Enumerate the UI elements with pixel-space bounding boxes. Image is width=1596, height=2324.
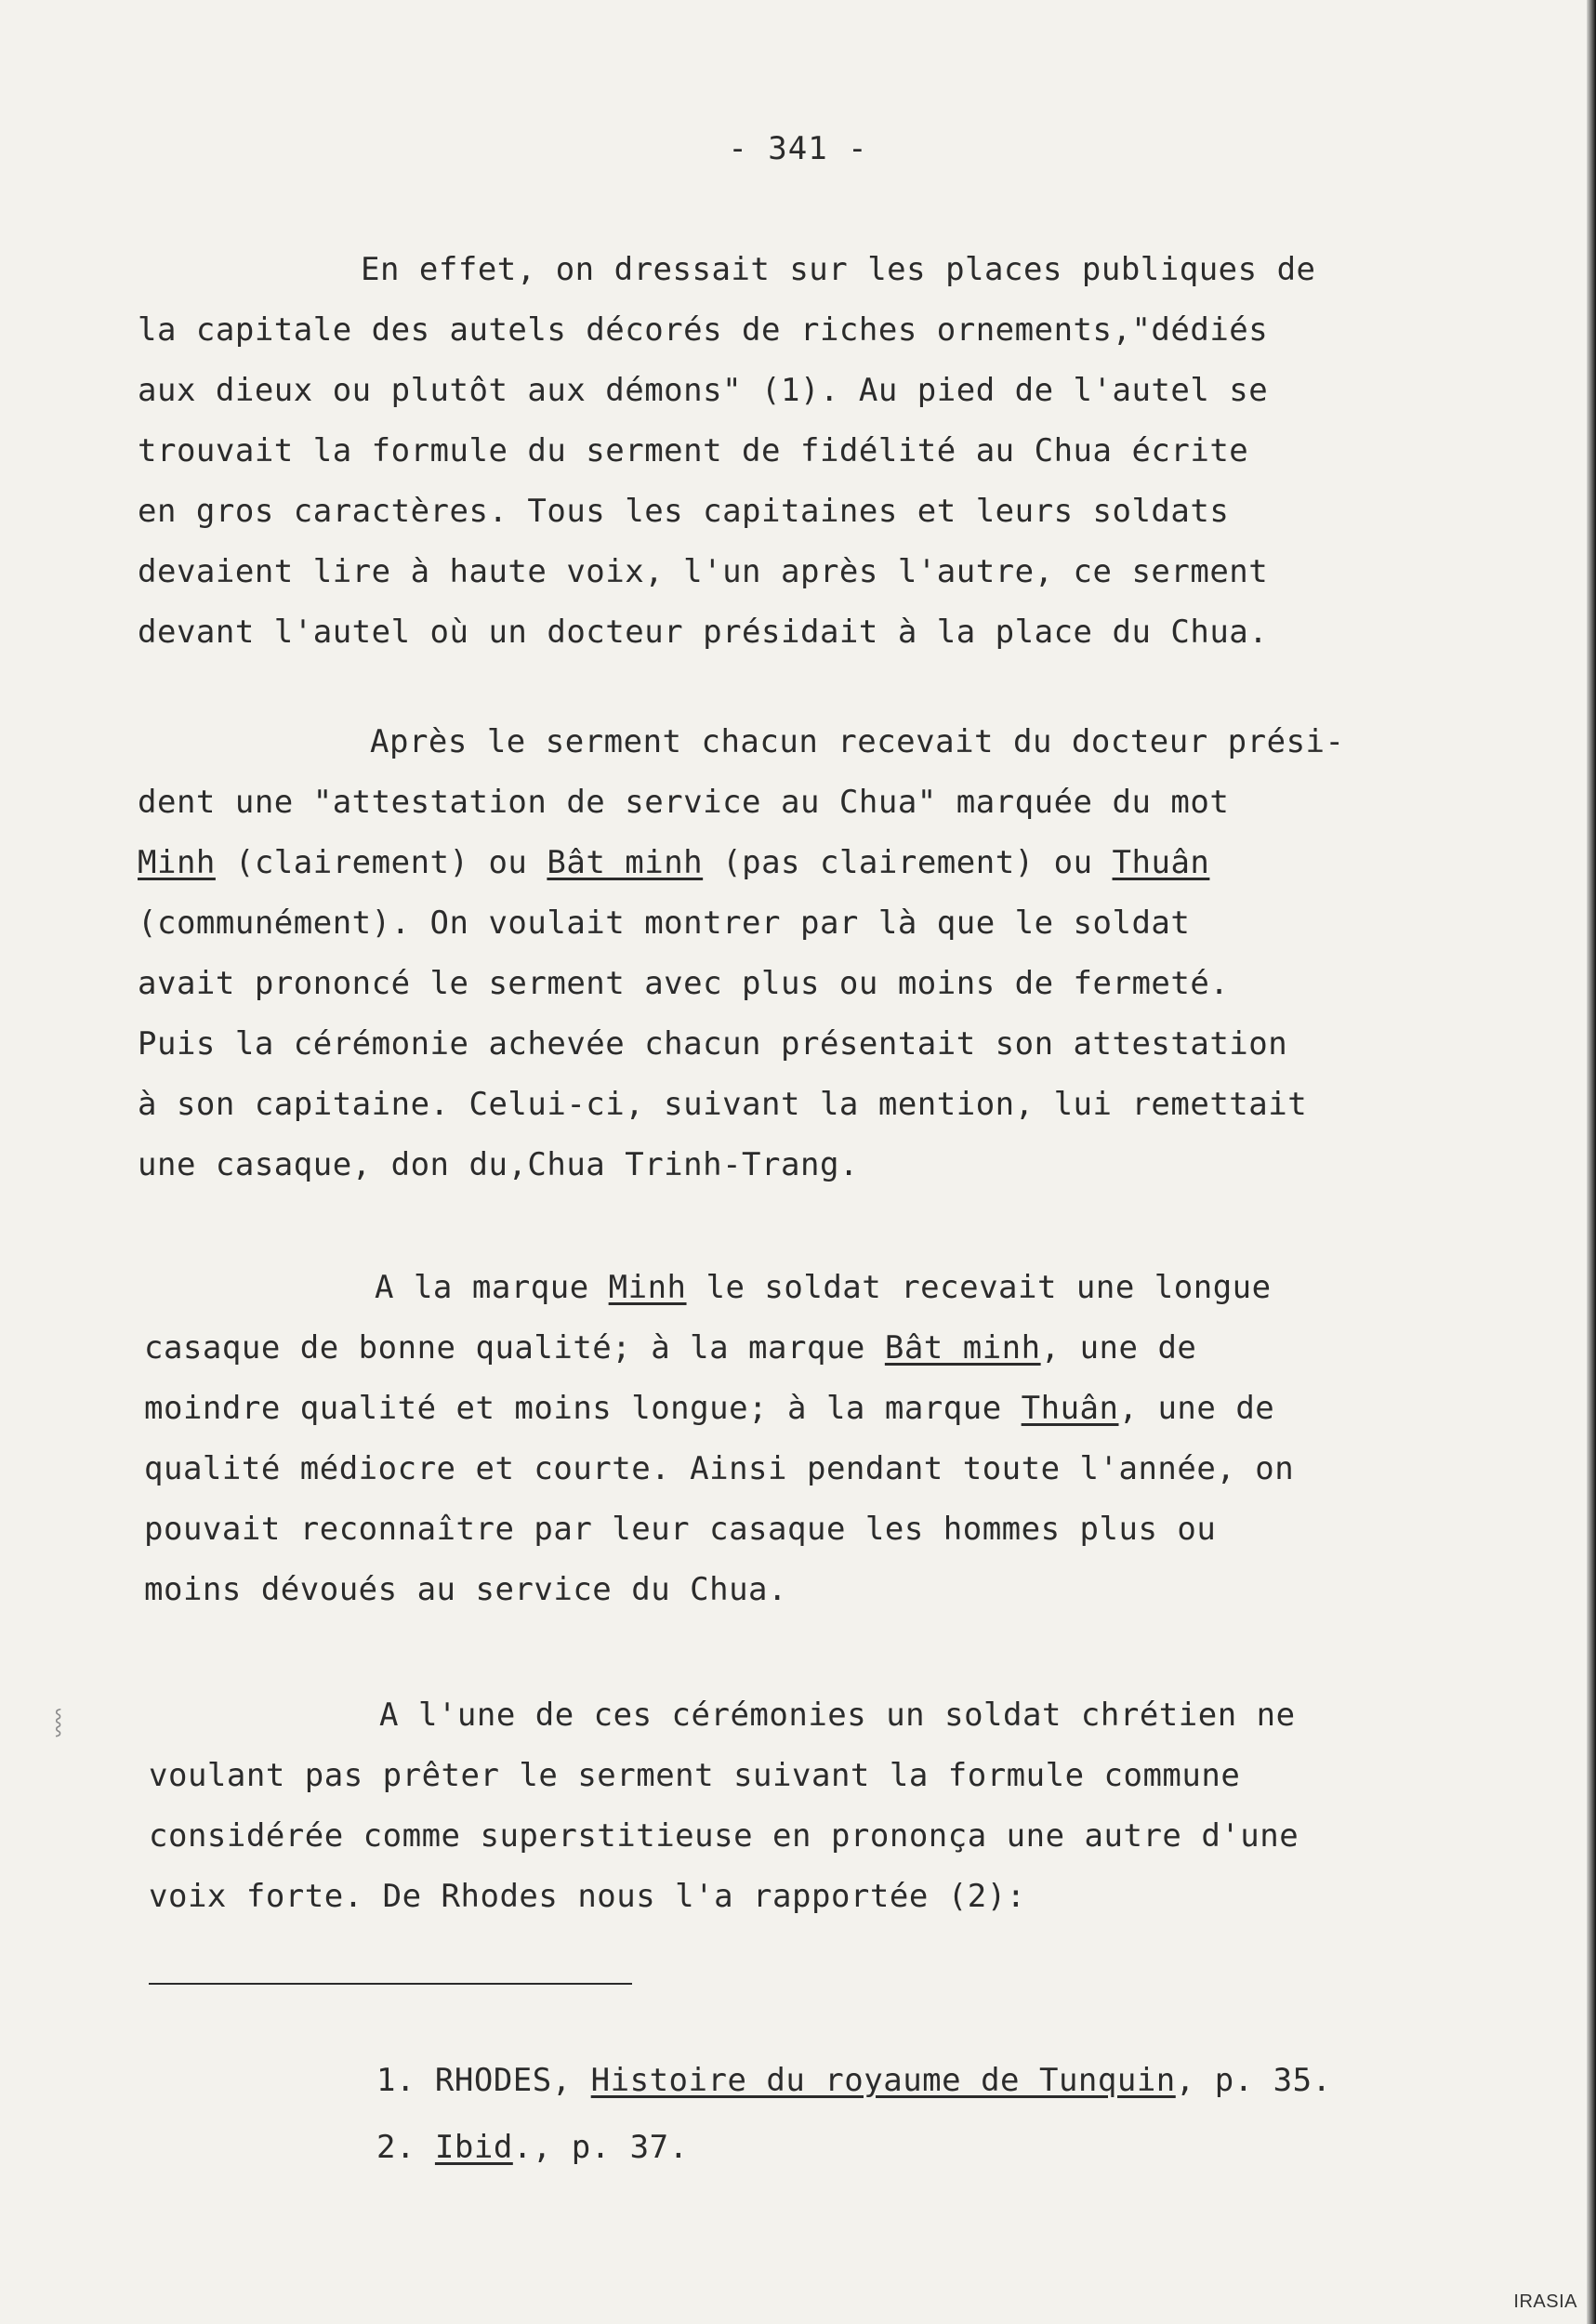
text-segment: en gros caractères. Tous les capitaines et leurs soldats (138, 493, 1230, 530)
text-segment: considérée comme superstitieuse en prononça une autre d'une (149, 1817, 1299, 1855)
text-line (375, 1269, 1272, 1306)
text-segment: casaque de bonne qualité; à la marque (144, 1329, 885, 1367)
text-segment: devaient lire à haute voix, l'un après l'autre, ce serment (138, 553, 1269, 590)
underlined-term: Thuân (1021, 1390, 1119, 1427)
text-segment: voix forte. De Rhodes nous l'a rapportée (2): (149, 1878, 1026, 1915)
text-line (138, 844, 1209, 881)
underlined-term: Thuân (1112, 844, 1210, 881)
text-segment: , une de (1118, 1390, 1275, 1427)
text-line (144, 1329, 1196, 1367)
text-line (138, 553, 1268, 590)
text-segment: (communément). On voulait montrer par là que le soldat (138, 905, 1191, 942)
text-segment: En effet, on dressait sur les places publiques de (361, 251, 1316, 288)
footnote-separator (149, 1983, 632, 1985)
underlined-term: Bât minh (547, 844, 704, 881)
text-line (138, 493, 1229, 530)
scan-edge-shadow (1587, 0, 1596, 2324)
footnote-segment: 2. (376, 2129, 435, 2166)
footnote-line (376, 2062, 1332, 2099)
text-segment: le soldat recevait une longue (686, 1269, 1272, 1306)
text-line (138, 965, 1229, 1002)
underlined-term: Bât minh (884, 1329, 1041, 1367)
page-number: - 341 - (728, 130, 868, 167)
underlined-term: Minh (608, 1269, 687, 1306)
text-line (361, 251, 1316, 288)
text-line (149, 1878, 1026, 1915)
underlined-title: Histoire du royaume de Tunquin (590, 2062, 1176, 2099)
text-line (138, 1146, 859, 1183)
text-line (138, 614, 1268, 651)
underlined-title: Ibid (434, 2129, 513, 2166)
text-line (144, 1571, 787, 1608)
text-segment: (clairement) ou (215, 844, 547, 881)
text-segment: Après le serment chacun recevait du docteur prési- (370, 723, 1345, 760)
text-segment: moindre qualité et moins longue; à la marque (144, 1390, 1022, 1427)
text-segment: devant l'autel où un docteur présidait à la place du Chua. (138, 614, 1269, 651)
text-segment: qualité médiocre et courte. Ainsi pendant toute l'année, on (144, 1450, 1295, 1487)
text-line (138, 311, 1268, 349)
text-segment: trouvait la formule du serment de fidélité au Chua écrite (138, 432, 1249, 469)
text-line (144, 1511, 1216, 1548)
text-segment: avait prononcé le serment avec plus ou moins de fermeté. (138, 965, 1230, 1002)
text-line (138, 784, 1229, 821)
text-segment: une casaque, don du,Chua Trinh-Trang. (138, 1146, 859, 1183)
text-segment: A l'une de ces cérémonies un soldat chrétien ne (379, 1697, 1296, 1734)
text-line (144, 1450, 1294, 1487)
footnote-segment: , p. 35. (1175, 2062, 1332, 2099)
text-line (370, 723, 1345, 760)
text-line (138, 1086, 1307, 1123)
text-segment: la capitale des autels décorés de riches ornements,"dédiés (138, 311, 1269, 349)
text-segment: pouvait reconnaître par leur casaque les hommes plus ou (144, 1511, 1217, 1548)
text-segment: A la marque (375, 1269, 609, 1306)
text-line (149, 1757, 1240, 1794)
text-line (138, 372, 1268, 409)
margin-mark: ⸾ (54, 1708, 63, 1736)
text-line (379, 1697, 1296, 1734)
footnote-line (376, 2129, 689, 2166)
text-line (138, 432, 1248, 469)
text-line (138, 905, 1190, 942)
footnote-segment: ., p. 37. (512, 2129, 689, 2166)
text-segment: moins dévoués au service du Chua. (144, 1571, 788, 1608)
text-segment: (pas clairement) ou (703, 844, 1113, 881)
text-segment: , une de (1040, 1329, 1197, 1367)
watermark-label: IRASIA (1513, 2291, 1577, 2312)
text-line (149, 1817, 1299, 1855)
text-segment: Puis la cérémonie achevée chacun présentait son attestation (138, 1025, 1288, 1063)
text-segment: aux dieux ou plutôt aux démons" (1). Au pied de l'autel se (138, 372, 1269, 409)
text-line (138, 1025, 1287, 1063)
text-segment: voulant pas prêter le serment suivant la formule commune (149, 1757, 1241, 1794)
footnote-segment: 1. RHODES, (376, 2062, 591, 2099)
text-segment: à son capitaine. Celui-ci, suivant la mention, lui remettait (138, 1086, 1308, 1123)
text-segment: dent une "attestation de service au Chua" marquée du mot (138, 784, 1230, 821)
underlined-term: Minh (138, 844, 216, 881)
text-line (144, 1390, 1274, 1427)
